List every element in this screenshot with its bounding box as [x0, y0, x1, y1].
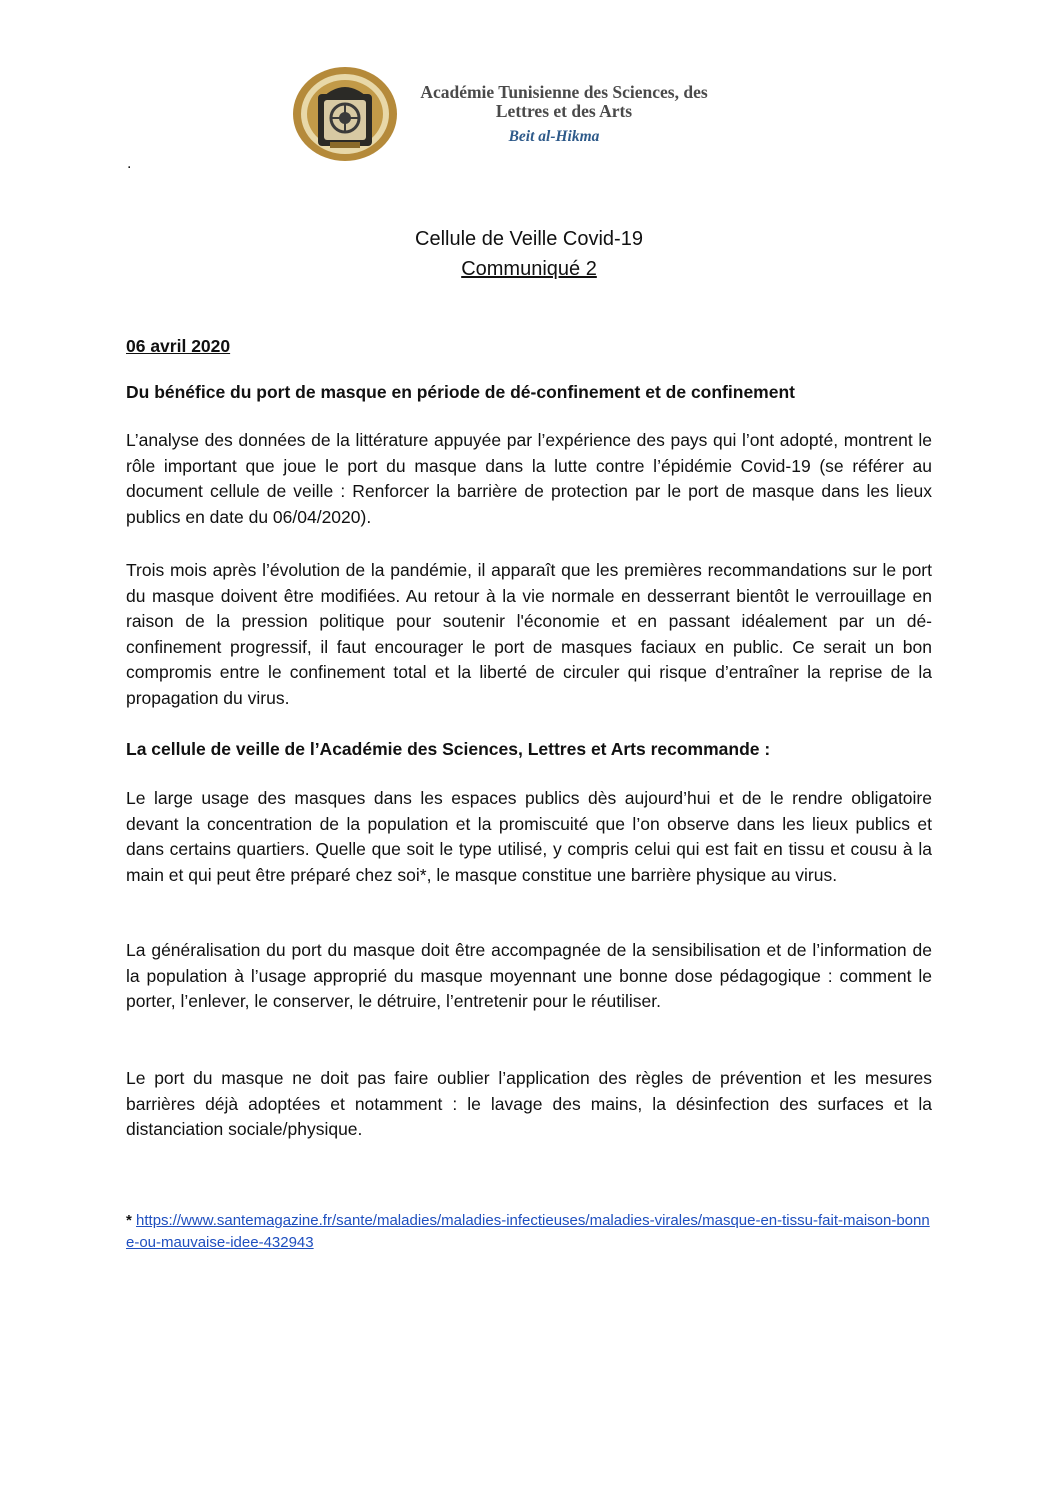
document-date: 06 avril 2020 [126, 336, 231, 356]
document-title: Cellule de Veille Covid-19 [415, 228, 643, 250]
recommendation-heading: La cellule de veille de l’Académie des Sciences, Lettres et Arts recommande : [126, 739, 771, 759]
academy-name: Académie Tunisienne des Sciences, des Lettres et des Arts [420, 82, 708, 121]
document-subject: Du bénéfice du port de masque en période de dé-confinement et de confinement [126, 382, 795, 402]
academy-seal-logo [290, 62, 400, 162]
paragraph-1: L’analyse des données de la littérature appuyée par l’expérience des pays qui l’ont adopté, montrent le rôle important que joue le port du masque dans la lutte contre l’épidémie Covid-19 (se référer au document cellule de veille : Renforcer la barrière de protection par le port de masque dans les lieux publics en date du 06/04/2020). [126, 430, 932, 527]
paragraph-2: Trois mois après l’évolution de la pandémie, il apparaît que les premières recommandations sur le port du masque doivent être modifiées. Au retour à la vie normale en desserrant bientôt le verrouillage en raison de la pression politique pour soutenir l'économie et en passant idéalement par un dé-confinement progressif, il faut encourager le port de masques faciaux en public. Ce serait un bon compromis entre le confinement total et la liberté de circuler qui risque d’entraîner la reprise de la propagation du virus. [126, 560, 932, 708]
stray-mark: . [127, 155, 132, 172]
academy-subtitle: Beit al-Hikma [508, 128, 600, 145]
document-subtitle: Communiqué 2 [461, 258, 597, 280]
footnote [126, 1210, 932, 1254]
academy-header [290, 62, 730, 172]
footnote-marker: * [126, 1212, 132, 1229]
paragraph-4: La généralisation du port du masque doit être accompagnée de la sensibilisation et de l’information de la population à l’usage approprié du masque moyennant une bonne dose pédagogique : comment le porter, l’enlever, le conserver, le détruire, l’entretenir pour le réutiliser. [126, 940, 932, 1011]
footnote-link[interactable]: https://www.santemagazine.fr/sante/maladies/maladies-infectieuses/maladies-virales/masque-en-tissu-fait-maison-bonne-ou-mauvaise-idee-432943 [126, 1212, 930, 1251]
paragraph-3: Le large usage des masques dans les espaces publics dès aujourd’hui et de le rendre obligatoire devant la concentration de la population et la promiscuité que l’on observe dans les lieux publics et dans certains quartiers. Quelle que soit le type utilisé, y compris celui qui est fait en tissu et cousu à la main et qui peut être préparé chez soi*, le masque constitue une barrière physique au virus. [126, 788, 932, 885]
paragraph-5: Le port du masque ne doit pas faire oublier l’application des règles de prévention et les mesures barrières déjà adoptées et notamment : le lavage des mains, la désinfection des surfaces et la distanciation sociale/physique. [126, 1068, 932, 1139]
